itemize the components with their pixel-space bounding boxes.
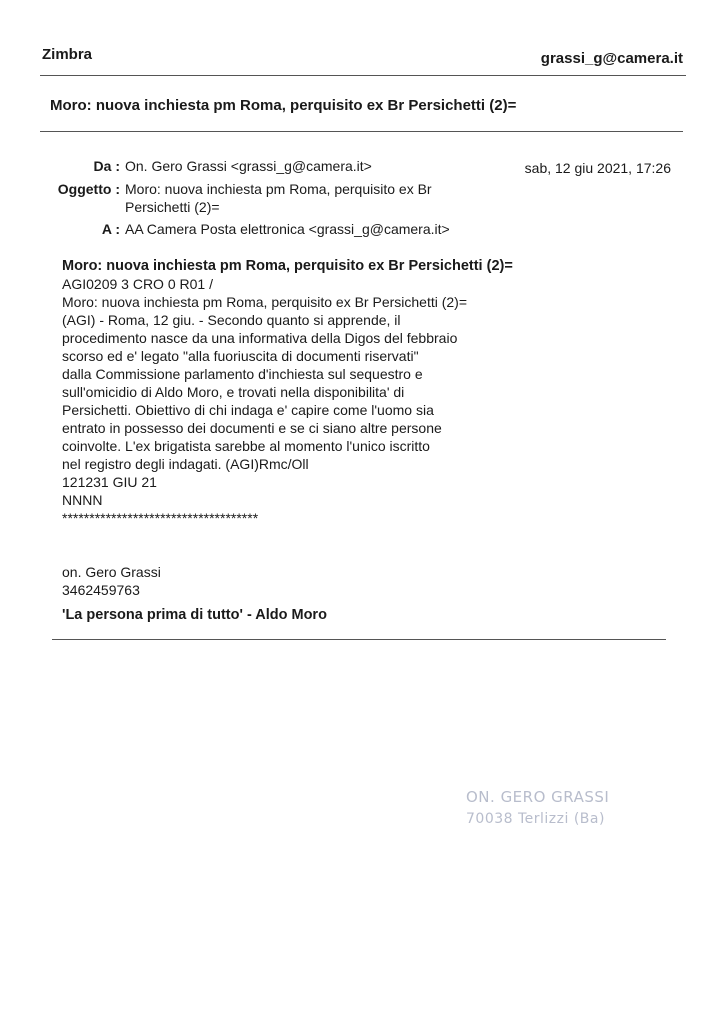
to-value: AA Camera Posta elettronica <grassi_g@camera.it> bbox=[125, 221, 450, 237]
subject-value: Moro: nuova inchiesta pm Roma, perquisito ex Br Persichetti (2)= bbox=[125, 181, 432, 215]
from-label: Da : bbox=[93, 158, 120, 174]
signature-quote: 'La persona prima di tutto' - Aldo Moro bbox=[62, 607, 327, 623]
body-line: on. Gero Grassi bbox=[62, 564, 161, 580]
body-line: sull'omicidio di Aldo Moro, e trovati nella disponibilita' di bbox=[62, 384, 405, 400]
body-heading: Moro: nuova inchiesta pm Roma, perquisito ex Br Persichetti (2)= bbox=[62, 258, 513, 274]
body-line: 3462459763 bbox=[62, 582, 140, 598]
office-stamp bbox=[466, 786, 609, 830]
body-line: nel registro degli indagati. (AGI)Rmc/Oll bbox=[62, 456, 309, 472]
from-value: On. Gero Grassi <grassi_g@camera.it> bbox=[125, 158, 372, 174]
body-line: entrato in possesso dei documenti e se ci siano altre persone bbox=[62, 420, 442, 436]
stamp-line-2: 70038 Terlizzi (Ba) bbox=[466, 811, 605, 827]
footer-divider bbox=[52, 639, 666, 640]
body-line: dalla Commissione parlamento d'inchiesta sul sequestro e bbox=[62, 366, 423, 382]
header-divider bbox=[40, 75, 686, 76]
body-line: Persichetti. Obiettivo di chi indaga e' capire come l'uomo sia bbox=[62, 402, 434, 418]
to-label: A : bbox=[101, 221, 120, 237]
body-line: procedimento nasce da una informativa della Digos del febbraio bbox=[62, 330, 458, 346]
body-line: Moro: nuova inchiesta pm Roma, perquisito ex Br Persichetti (2)= bbox=[62, 294, 468, 310]
body-line bbox=[62, 527, 662, 545]
subject-label: Oggetto : bbox=[57, 181, 120, 197]
body-line bbox=[62, 545, 662, 563]
subject-divider bbox=[40, 131, 683, 132]
stamp-line-1: ON. GERO GRASSI bbox=[466, 788, 610, 806]
body-lines bbox=[62, 275, 662, 599]
account-email: grassi_g@camera.it bbox=[540, 50, 683, 67]
body-line: coinvolte. L'ex brigatista sarebbe al momento l'unico iscritto bbox=[62, 438, 430, 454]
message-subject-title: Moro: nuova inchiesta pm Roma, perquisito ex Br Persichetti (2)= bbox=[50, 97, 517, 114]
body-line: (AGI) - Roma, 12 giu. - Secondo quanto si apprende, il bbox=[62, 312, 401, 328]
body-line: 121231 GIU 21 bbox=[62, 474, 157, 490]
message-body bbox=[62, 257, 662, 599]
zimbra-brand: Zimbra bbox=[42, 46, 93, 63]
message-date: sab, 12 giu 2021, 17:26 bbox=[524, 160, 671, 176]
body-line: scorso ed e' legato "alla fuoriuscita di documenti riservati" bbox=[62, 348, 419, 364]
body-line: ************************************ bbox=[62, 510, 259, 526]
body-line: AGI0209 3 CRO 0 R01 / bbox=[62, 276, 213, 292]
body-line: NNNN bbox=[62, 492, 103, 508]
